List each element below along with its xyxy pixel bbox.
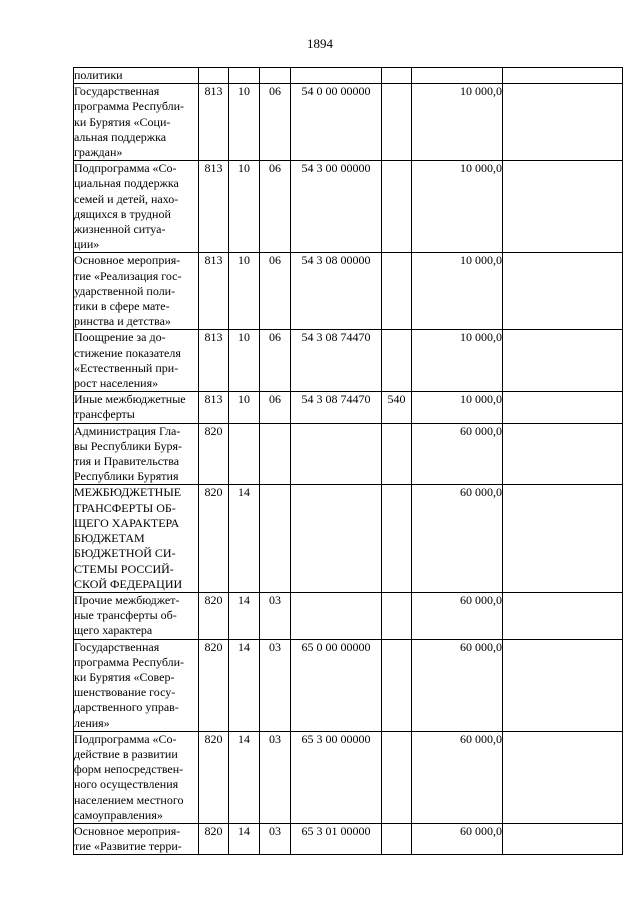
cell-name-line: дарственного управ- bbox=[74, 700, 179, 715]
cell-ministry: 820 bbox=[199, 731, 229, 823]
cell-name-line: Основное мероприя- bbox=[74, 253, 181, 268]
cell-target-article bbox=[291, 423, 382, 485]
table-row bbox=[74, 592, 623, 639]
cell-expense-type bbox=[382, 161, 412, 253]
cell-name-line: альная поддержка bbox=[74, 129, 167, 144]
cell-name-line: вы Республики Буря- bbox=[74, 438, 183, 453]
cell-empty bbox=[503, 423, 623, 485]
cell-empty bbox=[503, 330, 623, 392]
table-body bbox=[74, 68, 623, 855]
table-row bbox=[74, 485, 623, 592]
cell-name bbox=[74, 330, 199, 392]
cell-section: 14 bbox=[229, 639, 260, 731]
cell-name-line: «Естественный при- bbox=[74, 360, 179, 375]
cell-name-line: щего характера bbox=[74, 623, 153, 638]
table-row bbox=[74, 823, 623, 854]
cell-empty bbox=[503, 731, 623, 823]
cell-section: 10 bbox=[229, 84, 260, 161]
cell-name-line: Подпрограмма «Со- bbox=[74, 161, 177, 176]
cell-name bbox=[74, 68, 199, 84]
cell-name-line: ударственной поли- bbox=[74, 283, 176, 298]
table-row bbox=[74, 639, 623, 731]
cell-name-line: Поощрение за до- bbox=[74, 330, 166, 345]
cell-ministry: 813 bbox=[199, 253, 229, 330]
cell-sum: 10 000,0 bbox=[412, 253, 503, 330]
cell-name-line: Республики Бурятия bbox=[74, 469, 179, 484]
cell-name-line: населением местного bbox=[74, 792, 184, 807]
cell-subsection bbox=[260, 485, 291, 592]
cell-name bbox=[74, 592, 199, 639]
cell-name-line: граждан» bbox=[74, 145, 123, 160]
cell-name-line: ции» bbox=[74, 237, 100, 252]
cell-target-article bbox=[291, 68, 382, 84]
cell-ministry: 820 bbox=[199, 823, 229, 854]
cell-sum: 60 000,0 bbox=[412, 592, 503, 639]
cell-subsection bbox=[260, 68, 291, 84]
cell-target-article: 54 3 08 00000 bbox=[291, 253, 382, 330]
cell-name-line: ки Бурятия «Соци- bbox=[74, 114, 171, 129]
cell-name-line: Основное мероприя- bbox=[74, 823, 181, 838]
cell-ministry bbox=[199, 68, 229, 84]
cell-name-line: Государственная bbox=[74, 84, 160, 99]
cell-name-line: дящихся в трудной bbox=[74, 206, 171, 221]
cell-name-line: БЮДЖЕТАМ bbox=[74, 531, 145, 546]
cell-sum: 60 000,0 bbox=[412, 823, 503, 854]
cell-subsection: 06 bbox=[260, 84, 291, 161]
table-row bbox=[74, 392, 623, 423]
cell-target-article: 54 0 00 00000 bbox=[291, 84, 382, 161]
cell-ministry: 813 bbox=[199, 84, 229, 161]
cell-sum: 10 000,0 bbox=[412, 330, 503, 392]
cell-section: 14 bbox=[229, 485, 260, 592]
cell-sum: 60 000,0 bbox=[412, 731, 503, 823]
cell-sum: 60 000,0 bbox=[412, 639, 503, 731]
cell-subsection: 06 bbox=[260, 161, 291, 253]
cell-ministry: 813 bbox=[199, 392, 229, 423]
cell-name-line: тики в сфере мате- bbox=[74, 299, 170, 314]
cell-name bbox=[74, 823, 199, 854]
cell-empty bbox=[503, 161, 623, 253]
cell-sum: 60 000,0 bbox=[412, 423, 503, 485]
table-row bbox=[74, 330, 623, 392]
cell-name-line: шенствование госу- bbox=[74, 685, 176, 700]
cell-name-line: Иные межбюджетные bbox=[74, 392, 186, 407]
cell-name-line: тие «Развитие терри- bbox=[74, 839, 182, 854]
cell-expense-type bbox=[382, 639, 412, 731]
cell-target-article: 54 3 00 00000 bbox=[291, 161, 382, 253]
cell-name-line: циальная поддержка bbox=[74, 176, 179, 191]
cell-ministry: 813 bbox=[199, 330, 229, 392]
cell-name bbox=[74, 639, 199, 731]
cell-expense-type bbox=[382, 823, 412, 854]
cell-name-line: ного осуществления bbox=[74, 777, 179, 792]
cell-target-article: 65 3 01 00000 bbox=[291, 823, 382, 854]
cell-empty bbox=[503, 84, 623, 161]
cell-section: 14 bbox=[229, 731, 260, 823]
cell-name-line: политики bbox=[74, 68, 123, 82]
cell-empty bbox=[503, 823, 623, 854]
cell-target-article: 54 3 08 74470 bbox=[291, 392, 382, 423]
cell-expense-type bbox=[382, 330, 412, 392]
cell-name-line: жизненной ситуа- bbox=[74, 222, 166, 237]
cell-empty bbox=[503, 639, 623, 731]
cell-name-line: ления» bbox=[74, 715, 110, 730]
cell-empty bbox=[503, 485, 623, 592]
cell-empty bbox=[503, 68, 623, 84]
cell-section: 14 bbox=[229, 592, 260, 639]
budget-table bbox=[73, 67, 623, 855]
cell-subsection: 03 bbox=[260, 639, 291, 731]
cell-sum: 10 000,0 bbox=[412, 84, 503, 161]
cell-section: 10 bbox=[229, 392, 260, 423]
cell-target-article: 65 0 00 00000 bbox=[291, 639, 382, 731]
cell-name-line: тие «Реализация гос- bbox=[74, 268, 182, 283]
table-row bbox=[74, 731, 623, 823]
cell-name-line: действие в развитии bbox=[74, 746, 178, 761]
cell-name-line: тия и Правительства bbox=[74, 454, 180, 469]
cell-name-line: трансферты bbox=[74, 407, 135, 422]
cell-section: 14 bbox=[229, 823, 260, 854]
cell-subsection: 06 bbox=[260, 392, 291, 423]
cell-empty bbox=[503, 592, 623, 639]
cell-name-line: МЕЖБЮДЖЕТНЫЕ bbox=[74, 485, 182, 500]
cell-target-article: 54 3 08 74470 bbox=[291, 330, 382, 392]
cell-name-line: Подпрограмма «Со- bbox=[74, 731, 177, 746]
cell-empty bbox=[503, 253, 623, 330]
cell-name-line: стижение показателя bbox=[74, 345, 181, 360]
table-row bbox=[74, 84, 623, 161]
cell-ministry: 820 bbox=[199, 423, 229, 485]
cell-expense-type bbox=[382, 253, 412, 330]
cell-subsection bbox=[260, 423, 291, 485]
cell-name-line: самоуправления» bbox=[74, 807, 163, 822]
cell-name-line: СКОЙ ФЕДЕРАЦИИ bbox=[74, 576, 183, 591]
cell-subsection: 03 bbox=[260, 592, 291, 639]
cell-subsection: 06 bbox=[260, 330, 291, 392]
cell-name-line: Государственная bbox=[74, 639, 160, 654]
table-row bbox=[74, 68, 623, 84]
cell-name bbox=[74, 253, 199, 330]
cell-name-line: БЮДЖЕТНОЙ СИ- bbox=[74, 546, 176, 561]
table-row bbox=[74, 423, 623, 485]
cell-name-line: ринства и детства» bbox=[74, 314, 171, 329]
cell-ministry: 820 bbox=[199, 592, 229, 639]
cell-name-line: ные трансферты об- bbox=[74, 608, 177, 623]
cell-name-line: программа Республи- bbox=[74, 654, 185, 669]
cell-section: 10 bbox=[229, 253, 260, 330]
cell-section: 10 bbox=[229, 161, 260, 253]
cell-subsection: 03 bbox=[260, 731, 291, 823]
cell-section: 10 bbox=[229, 330, 260, 392]
cell-expense-type bbox=[382, 423, 412, 485]
cell-subsection: 03 bbox=[260, 823, 291, 854]
cell-name-line: форм непосредствен- bbox=[74, 762, 184, 777]
cell-sum: 10 000,0 bbox=[412, 392, 503, 423]
cell-ministry: 820 bbox=[199, 485, 229, 592]
cell-section bbox=[229, 423, 260, 485]
cell-name bbox=[74, 392, 199, 423]
cell-expense-type bbox=[382, 68, 412, 84]
cell-name-line: ки Бурятия «Совер- bbox=[74, 669, 175, 684]
cell-empty bbox=[503, 392, 623, 423]
cell-expense-type: 540 bbox=[382, 392, 412, 423]
cell-name bbox=[74, 485, 199, 592]
cell-expense-type bbox=[382, 731, 412, 823]
cell-subsection: 06 bbox=[260, 253, 291, 330]
cell-sum: 60 000,0 bbox=[412, 485, 503, 592]
cell-name-line: семей и детей, нахо- bbox=[74, 191, 179, 206]
cell-section bbox=[229, 68, 260, 84]
cell-sum: 10 000,0 bbox=[412, 161, 503, 253]
cell-name bbox=[74, 731, 199, 823]
cell-name-line: ЩЕГО ХАРАКТЕРА bbox=[74, 515, 180, 530]
cell-name bbox=[74, 161, 199, 253]
cell-name-line: ТРАНСФЕРТЫ ОБ- bbox=[74, 500, 176, 515]
cell-target-article: 65 3 00 00000 bbox=[291, 731, 382, 823]
table-row bbox=[74, 161, 623, 253]
cell-expense-type bbox=[382, 485, 412, 592]
cell-name-line: Прочие межбюджет- bbox=[74, 592, 180, 607]
cell-name-line: программа Республи- bbox=[74, 99, 185, 114]
cell-name-line: СТЕМЫ РОССИЙ- bbox=[74, 561, 174, 576]
cell-sum bbox=[412, 68, 503, 84]
cell-target-article bbox=[291, 592, 382, 639]
cell-name-line: Администрация Гла- bbox=[74, 423, 181, 438]
cell-ministry: 813 bbox=[199, 161, 229, 253]
cell-target-article bbox=[291, 485, 382, 592]
page-number: 1894 bbox=[307, 36, 333, 51]
cell-ministry: 820 bbox=[199, 639, 229, 731]
table-row bbox=[74, 253, 623, 330]
cell-expense-type bbox=[382, 592, 412, 639]
cell-name bbox=[74, 423, 199, 485]
cell-name-line: рост населения» bbox=[74, 376, 159, 391]
cell-name bbox=[74, 84, 199, 161]
cell-expense-type bbox=[382, 84, 412, 161]
